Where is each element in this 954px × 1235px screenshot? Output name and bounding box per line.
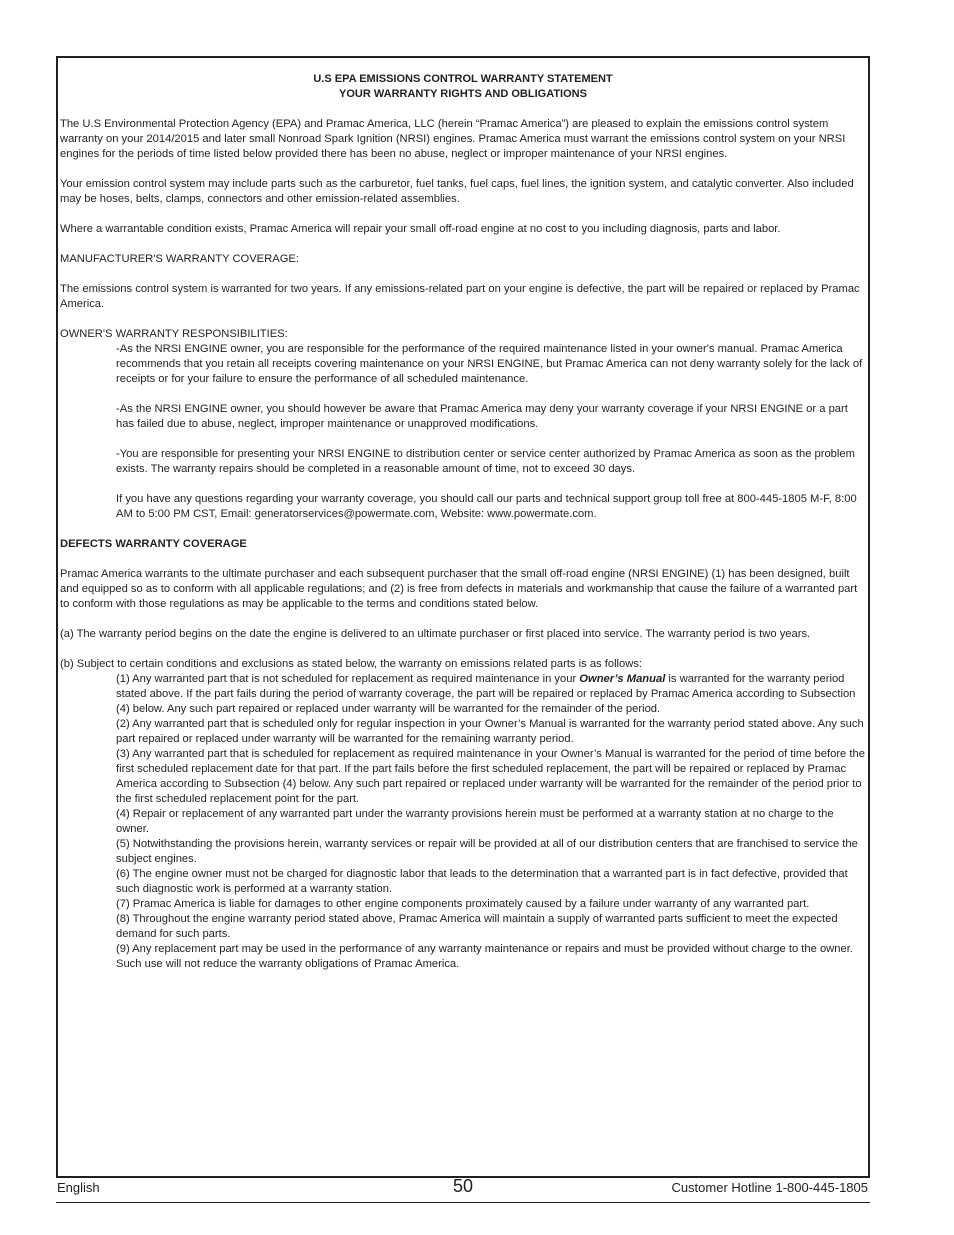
- document-body: [60, 72, 866, 972]
- owner-responsibility-4: If you have any questions regarding your warranty coverage, you should call our parts and technical support group toll free at 800-445-1805 M-F, 8:00 AM to 5:00 PM CST, Email: generatorservices@powermate.com, Website: www.powermate.com.: [116, 493, 857, 520]
- clause-a: (a) The warranty period begins on the date the engine is delivered to an ultimate purchaser or first placed into service. The warranty period is two years.: [60, 628, 811, 640]
- warranty-item-4: (4) Repair or replacement of any warranted part under the warranty provisions herein must be performed at a warranty station at no charge to the owner.: [116, 808, 834, 835]
- owners-manual-emphasis: Owner’s Manual: [579, 673, 666, 685]
- owner-responsibilities-heading: OWNER'S WARRANTY RESPONSIBILITIES:: [60, 328, 288, 340]
- document-frame: [56, 56, 870, 1178]
- warranty-item-3: (3) Any warranted part that is scheduled for replacement as required maintenance in your Owner’s Manual is warranted for the period of time before the first scheduled replacement date for that part. If the part fails before the first scheduled replacement, the part will be repaired or replaced by Pramac America according to Subsection (4) below. Any such part repaired or replaced under warranty will be warranted for the remainder of the period prior to the first scheduled replacement point for the part.: [116, 748, 865, 805]
- intro-paragraph: The U.S Environmental Protection Agency (EPA) and Pramac America, LLC (herein “Pramac America”) are pleased to explain the emissions control system warranty on your 2014/2015 and later small Nonroad Spark Ignition (NRSI) engines. Pramac America must warrant the emissions control system on your NRSI engines for the periods of time listed below provided there has been no abuse, neglect or improper maintenance of your NRSI engines.: [60, 118, 846, 160]
- clause-b: (b) Subject to certain conditions and exclusions as stated below, the warranty on emissions related parts is as follows:: [60, 658, 643, 670]
- footer-rule: [56, 1202, 870, 1203]
- warranty-item-7: (7) Pramac America is liable for damages to other engine components proximately caused by a failure under warranty of any warranted part.: [116, 898, 810, 910]
- title-line-1: U.S EPA EMISSIONS CONTROL WARRANTY STATEMENT: [313, 73, 613, 85]
- defects-coverage-heading: DEFECTS WARRANTY COVERAGE: [60, 538, 247, 550]
- parts-paragraph: Your emission control system may include parts such as the carburetor, fuel tanks, fuel caps, fuel lines, the ignition system, and catalytic converter. Also included may be hoses, belts, clamps, connectors and other emission-related assemblies.: [60, 178, 854, 205]
- document-title: [60, 72, 866, 102]
- manufacturer-coverage-heading: MANUFACTURER'S WARRANTY COVERAGE:: [60, 253, 299, 265]
- owner-responsibility-2: -As the NRSI ENGINE owner, you should however be aware that Pramac America may deny your warranty coverage if your NRSI ENGINE or a part has failed due to abuse, neglect, improper maintenance or unapproved modifications.: [116, 403, 848, 430]
- warranty-item-6: (6) The engine owner must not be charged for diagnostic labor that leads to the determination that a warranted part is in fact defective, provided that such diagnostic work is performed at a warranty station.: [116, 868, 848, 895]
- defects-coverage-text: Pramac America warrants to the ultimate purchaser and each subsequent purchaser that the small off-road engine (NRSI ENGINE) (1) has been designed, built and equipped so as to conform with all applicable regulations; and (2) is free from defects in materials and workmanship that cause the failure of a warranted part to conform with those regulations as may be applicable to the terms and conditions stated below.: [60, 568, 858, 610]
- owner-responsibility-1: -As the NRSI ENGINE owner, you are responsible for the performance of the required maintenance listed in your owner's manual. Pramac America recommends that you retain all receipts covering maintenance on your NRSI ENGINE, but Pramac America can not deny warranty solely for the lack of receipts or for your failure to ensure the performance of all scheduled maintenance.: [116, 343, 863, 385]
- warranty-item-8: (8) Throughout the engine warranty period stated above, Pramac America will maintain a supply of warranted parts sufficient to meet the expected demand for such parts.: [116, 913, 838, 940]
- repair-paragraph: Where a warrantable condition exists, Pramac America will repair your small off-road engine at no cost to you including diagnosis, parts and labor.: [60, 223, 781, 235]
- warranty-item-5: (5) Notwithstanding the provisions herein, warranty services or repair will be provided at all of our distribution centers that are franchised to service the subject engines.: [116, 838, 858, 865]
- page-footer: [56, 1175, 870, 1203]
- warranty-item-1-end: is warranted for the warranty period stated above. If the part fails during the period of warranty coverage, the part will be repaired or replaced by Pramac America according to Subsection (4) below. Any such part repaired or replaced under warranty will be warranted for the remainder of the period.: [116, 673, 856, 715]
- footer-language: English: [57, 1180, 100, 1195]
- title-line-2: YOUR WARRANTY RIGHTS AND OBLIGATIONS: [339, 88, 587, 100]
- manufacturer-coverage-text: The emissions control system is warranted for two years. If any emissions-related part on your engine is defective, the part will be repaired or replaced by Pramac America.: [60, 283, 860, 310]
- warranty-item-1: [60, 672, 866, 717]
- warranty-item-2: (2) Any warranted part that is scheduled only for regular inspection in your Owner’s Manual is warranted for the warranty period stated above. Any such part repaired or replaced under warranty will be warranted for the remaining warranty period.: [116, 718, 864, 745]
- warranty-item-9: (9) Any replacement part may be used in the performance of any warranty maintenance or repairs and must be provided without charge to the owner. Such use will not reduce the warranty obligations of Pramac America.: [116, 943, 853, 970]
- page-number: 50: [452, 1176, 474, 1196]
- warranty-item-1-start: (1) Any warranted part that is not scheduled for replacement as required maintenance in your: [116, 673, 580, 685]
- customer-hotline: Customer Hotline 1-800-445-1805: [671, 1180, 868, 1195]
- owner-responsibility-3: -You are responsible for presenting your NRSI ENGINE to distribution center or service center authorized by Pramac America as soon as the problem exists. The warranty repairs should be completed in a reasonable amount of time, not to exceed 30 days.: [116, 448, 855, 475]
